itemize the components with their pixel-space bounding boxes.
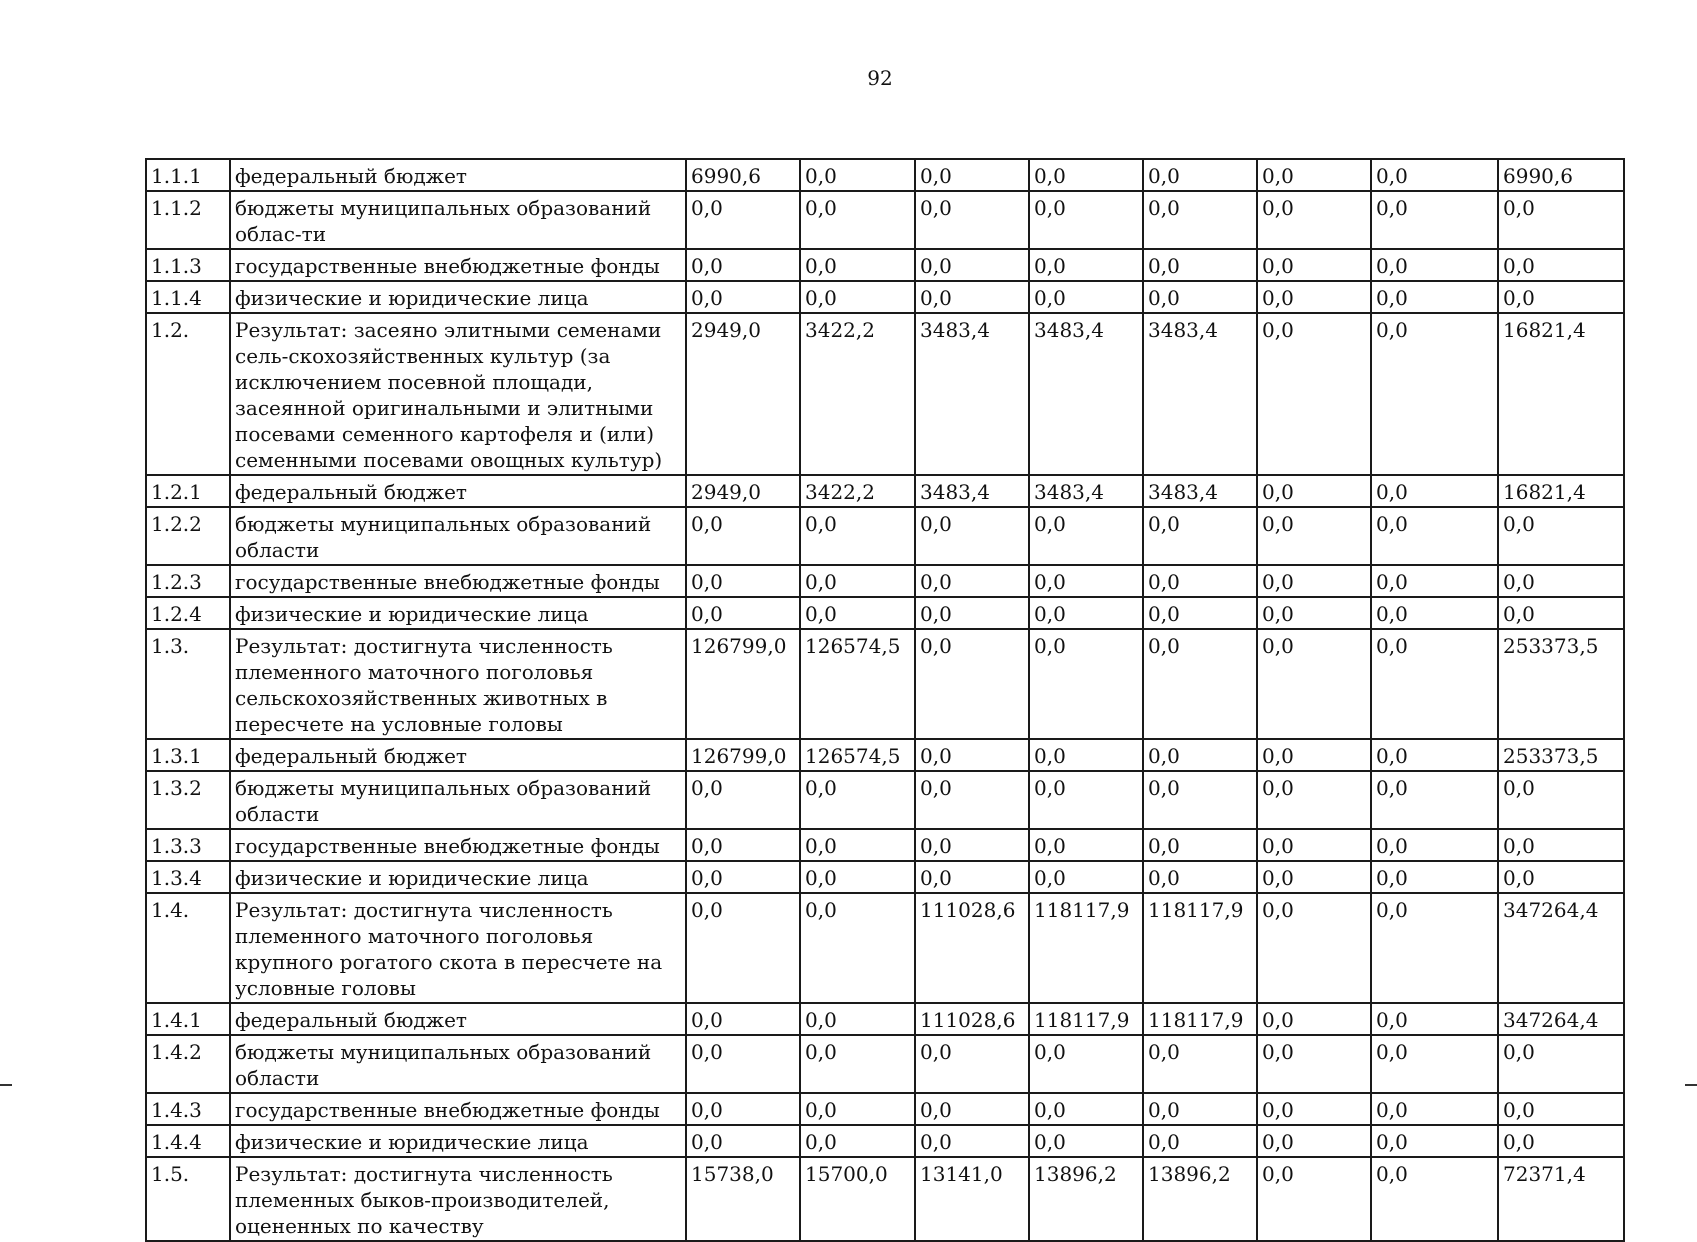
row-value-cell: 0,0: [1257, 629, 1371, 739]
row-value-cell: 0,0: [686, 829, 800, 861]
row-value-cell: 0,0: [1257, 565, 1371, 597]
row-name-cell: федеральный бюджет: [230, 739, 686, 771]
row-value-cell: 0,0: [1143, 1093, 1257, 1125]
table-row: [146, 191, 1624, 249]
row-value-cell: 0,0: [1371, 597, 1498, 629]
row-value-cell: 0,0: [1498, 1035, 1624, 1093]
row-name-cell: Результат: достигнута численность племенных быков-производителей, оцененных по качеству: [230, 1157, 686, 1241]
table-row: [146, 1093, 1624, 1125]
row-value-cell: 0,0: [1143, 281, 1257, 313]
row-value-cell: 0,0: [915, 771, 1029, 829]
row-value-cell: 16821,4: [1498, 475, 1624, 507]
row-value-cell: 0,0: [1371, 1157, 1498, 1241]
row-value-cell: 0,0: [1029, 159, 1143, 191]
row-value-cell: 0,0: [800, 861, 915, 893]
row-value-cell: 0,0: [1371, 1093, 1498, 1125]
row-value-cell: 3422,2: [800, 313, 915, 475]
table-row: [146, 1125, 1624, 1157]
row-name-cell: бюджеты муниципальных образований облас-ти: [230, 191, 686, 249]
page-number: 92: [867, 66, 893, 90]
row-code-cell: 1.4.2: [146, 1035, 230, 1093]
row-value-cell: 0,0: [1257, 1093, 1371, 1125]
row-value-cell: 0,0: [1143, 597, 1257, 629]
row-code-cell: 1.2.4: [146, 597, 230, 629]
row-name-cell: Результат: достигнута численность племенного маточного поголовья крупного рогатого скота в пересчете на условные головы: [230, 893, 686, 1003]
row-value-cell: 0,0: [1143, 507, 1257, 565]
row-value-cell: 0,0: [1257, 829, 1371, 861]
row-value-cell: 0,0: [1371, 1035, 1498, 1093]
row-value-cell: 0,0: [800, 507, 915, 565]
row-value-cell: 0,0: [1257, 861, 1371, 893]
row-name-cell: государственные внебюджетные фонды: [230, 565, 686, 597]
row-value-cell: 0,0: [915, 281, 1029, 313]
row-value-cell: 0,0: [1371, 629, 1498, 739]
row-value-cell: 0,0: [1257, 281, 1371, 313]
table-row: [146, 1157, 1624, 1241]
row-value-cell: 3483,4: [915, 475, 1029, 507]
row-name-cell: федеральный бюджет: [230, 159, 686, 191]
row-value-cell: 0,0: [915, 829, 1029, 861]
row-name-cell: физические и юридические лица: [230, 1125, 686, 1157]
row-value-cell: 0,0: [686, 861, 800, 893]
row-value-cell: 0,0: [1498, 565, 1624, 597]
row-value-cell: 0,0: [915, 597, 1029, 629]
row-value-cell: 0,0: [1371, 565, 1498, 597]
row-value-cell: 0,0: [915, 1125, 1029, 1157]
row-name-cell: государственные внебюджетные фонды: [230, 1093, 686, 1125]
row-name-cell: физические и юридические лица: [230, 597, 686, 629]
row-name-cell: Результат: засеяно элитными семенами сель-скохозяйственных культур (за исключением посевной площади, засеянной оригинальными и элитными посевами семенного картофеля и (или) семенными посевами овощных культур): [230, 313, 686, 475]
row-code-cell: 1.1.4: [146, 281, 230, 313]
row-value-cell: 0,0: [1498, 771, 1624, 829]
row-code-cell: 1.5.: [146, 1157, 230, 1241]
row-value-cell: 0,0: [686, 507, 800, 565]
row-code-cell: 1.1.2: [146, 191, 230, 249]
row-value-cell: 0,0: [1257, 249, 1371, 281]
row-value-cell: 0,0: [1371, 191, 1498, 249]
row-value-cell: 0,0: [1498, 507, 1624, 565]
row-value-cell: 0,0: [800, 597, 915, 629]
row-value-cell: 0,0: [1029, 507, 1143, 565]
row-value-cell: 0,0: [1029, 565, 1143, 597]
row-code-cell: 1.2.: [146, 313, 230, 475]
row-value-cell: 0,0: [686, 1003, 800, 1035]
row-value-cell: 0,0: [1143, 191, 1257, 249]
row-value-cell: 16821,4: [1498, 313, 1624, 475]
row-value-cell: 126799,0: [686, 739, 800, 771]
row-value-cell: 0,0: [1371, 313, 1498, 475]
row-value-cell: 0,0: [686, 1035, 800, 1093]
row-value-cell: 0,0: [1257, 739, 1371, 771]
row-name-cell: государственные внебюджетные фонды: [230, 829, 686, 861]
table-row: [146, 475, 1624, 507]
row-value-cell: 0,0: [1029, 1035, 1143, 1093]
row-value-cell: 0,0: [1257, 893, 1371, 1003]
row-value-cell: 0,0: [1143, 861, 1257, 893]
row-value-cell: 0,0: [1371, 771, 1498, 829]
row-value-cell: 0,0: [1257, 1003, 1371, 1035]
row-value-cell: 2949,0: [686, 313, 800, 475]
row-value-cell: 0,0: [800, 281, 915, 313]
row-value-cell: 0,0: [686, 191, 800, 249]
row-value-cell: 15738,0: [686, 1157, 800, 1241]
row-value-cell: 0,0: [1029, 597, 1143, 629]
table-row: [146, 1003, 1624, 1035]
row-value-cell: 0,0: [1143, 739, 1257, 771]
row-value-cell: 0,0: [1257, 771, 1371, 829]
table-row: [146, 249, 1624, 281]
row-value-cell: 3483,4: [1143, 475, 1257, 507]
row-code-cell: 1.2.2: [146, 507, 230, 565]
table-row: [146, 1035, 1624, 1093]
row-value-cell: 0,0: [800, 249, 915, 281]
row-value-cell: 0,0: [1029, 771, 1143, 829]
row-name-cell: Результат: достигнута численность племенного маточного поголовья сельскохозяйственных животных в пересчете на условные головы: [230, 629, 686, 739]
row-code-cell: 1.1.3: [146, 249, 230, 281]
row-value-cell: 0,0: [1143, 1125, 1257, 1157]
table-row: [146, 159, 1624, 191]
row-value-cell: 111028,6: [915, 1003, 1029, 1035]
row-value-cell: 3483,4: [1029, 313, 1143, 475]
row-name-cell: бюджеты муниципальных образований области: [230, 771, 686, 829]
row-value-cell: 0,0: [1498, 597, 1624, 629]
row-value-cell: 118117,9: [1143, 1003, 1257, 1035]
row-value-cell: 3483,4: [1143, 313, 1257, 475]
row-code-cell: 1.3.2: [146, 771, 230, 829]
row-name-cell: бюджеты муниципальных образований области: [230, 1035, 686, 1093]
row-value-cell: 13141,0: [915, 1157, 1029, 1241]
row-value-cell: 0,0: [1257, 191, 1371, 249]
row-value-cell: 0,0: [800, 829, 915, 861]
row-value-cell: 0,0: [1143, 1035, 1257, 1093]
row-value-cell: 126574,5: [800, 629, 915, 739]
row-value-cell: 0,0: [800, 1093, 915, 1125]
row-value-cell: 0,0: [800, 1003, 915, 1035]
row-name-cell: федеральный бюджет: [230, 1003, 686, 1035]
row-value-cell: 0,0: [915, 861, 1029, 893]
row-value-cell: 126799,0: [686, 629, 800, 739]
row-value-cell: 0,0: [1371, 1003, 1498, 1035]
row-value-cell: 0,0: [1498, 1093, 1624, 1125]
row-value-cell: 0,0: [915, 739, 1029, 771]
row-value-cell: 0,0: [1029, 249, 1143, 281]
row-value-cell: 0,0: [1371, 281, 1498, 313]
table-row: [146, 893, 1624, 1003]
table-row: [146, 739, 1624, 771]
row-code-cell: 1.4.4: [146, 1125, 230, 1157]
row-name-cell: физические и юридические лица: [230, 281, 686, 313]
row-value-cell: 0,0: [1257, 1157, 1371, 1241]
row-value-cell: 0,0: [1371, 739, 1498, 771]
row-value-cell: 0,0: [1029, 629, 1143, 739]
table-row: [146, 629, 1624, 739]
row-value-cell: 13896,2: [1143, 1157, 1257, 1241]
row-code-cell: 1.1.1: [146, 159, 230, 191]
row-value-cell: 0,0: [1257, 475, 1371, 507]
row-value-cell: 2949,0: [686, 475, 800, 507]
row-value-cell: 0,0: [1498, 861, 1624, 893]
row-value-cell: 0,0: [1257, 507, 1371, 565]
row-value-cell: 0,0: [1143, 771, 1257, 829]
row-value-cell: 0,0: [1371, 861, 1498, 893]
table-row: [146, 281, 1624, 313]
row-value-cell: 111028,6: [915, 893, 1029, 1003]
row-value-cell: 6990,6: [1498, 159, 1624, 191]
row-value-cell: 0,0: [1029, 829, 1143, 861]
row-value-cell: 13896,2: [1029, 1157, 1143, 1241]
row-value-cell: 0,0: [1029, 281, 1143, 313]
row-value-cell: 0,0: [1257, 313, 1371, 475]
row-value-cell: 3483,4: [1029, 475, 1143, 507]
row-code-cell: 1.3.: [146, 629, 230, 739]
row-code-cell: 1.4.: [146, 893, 230, 1003]
row-value-cell: 0,0: [915, 1093, 1029, 1125]
row-value-cell: 0,0: [1029, 1125, 1143, 1157]
row-code-cell: 1.3.4: [146, 861, 230, 893]
row-value-cell: 0,0: [1257, 1125, 1371, 1157]
row-value-cell: 0,0: [1371, 1125, 1498, 1157]
row-code-cell: 1.3.3: [146, 829, 230, 861]
row-code-cell: 1.4.1: [146, 1003, 230, 1035]
row-value-cell: 0,0: [1143, 565, 1257, 597]
row-value-cell: 3422,2: [800, 475, 915, 507]
row-value-cell: 118117,9: [1029, 893, 1143, 1003]
row-value-cell: 0,0: [915, 629, 1029, 739]
row-name-cell: федеральный бюджет: [230, 475, 686, 507]
right-edge-mark: [1685, 1084, 1697, 1086]
row-value-cell: 0,0: [800, 893, 915, 1003]
row-value-cell: 0,0: [1371, 829, 1498, 861]
row-value-cell: 0,0: [915, 507, 1029, 565]
row-value-cell: 0,0: [1498, 281, 1624, 313]
row-value-cell: 0,0: [686, 771, 800, 829]
table-body: [146, 159, 1624, 1241]
row-value-cell: 0,0: [1029, 739, 1143, 771]
row-value-cell: 0,0: [800, 771, 915, 829]
row-value-cell: 0,0: [800, 159, 915, 191]
row-value-cell: 0,0: [686, 565, 800, 597]
row-value-cell: 0,0: [915, 565, 1029, 597]
table-row: [146, 861, 1624, 893]
row-code-cell: 1.2.1: [146, 475, 230, 507]
row-value-cell: 0,0: [800, 1125, 915, 1157]
row-value-cell: 0,0: [1498, 829, 1624, 861]
row-value-cell: 0,0: [1143, 159, 1257, 191]
row-value-cell: 0,0: [800, 191, 915, 249]
row-value-cell: 0,0: [1371, 159, 1498, 191]
row-value-cell: 0,0: [915, 249, 1029, 281]
table-row: [146, 771, 1624, 829]
row-value-cell: 15700,0: [800, 1157, 915, 1241]
row-value-cell: 0,0: [686, 597, 800, 629]
row-value-cell: 0,0: [686, 1125, 800, 1157]
row-value-cell: 0,0: [1371, 893, 1498, 1003]
row-value-cell: 6990,6: [686, 159, 800, 191]
row-value-cell: 0,0: [1371, 507, 1498, 565]
row-value-cell: 0,0: [915, 159, 1029, 191]
row-value-cell: 126574,5: [800, 739, 915, 771]
row-value-cell: 347264,4: [1498, 1003, 1624, 1035]
row-value-cell: 0,0: [1498, 1125, 1624, 1157]
row-value-cell: 0,0: [1029, 191, 1143, 249]
row-value-cell: 253373,5: [1498, 739, 1624, 771]
row-value-cell: 0,0: [1143, 629, 1257, 739]
row-value-cell: 347264,4: [1498, 893, 1624, 1003]
table-row: [146, 597, 1624, 629]
table-row: [146, 565, 1624, 597]
row-value-cell: 0,0: [1371, 249, 1498, 281]
row-name-cell: бюджеты муниципальных образований области: [230, 507, 686, 565]
table-row: [146, 829, 1624, 861]
row-code-cell: 1.4.3: [146, 1093, 230, 1125]
table-row: [146, 507, 1624, 565]
row-value-cell: 0,0: [915, 191, 1029, 249]
row-value-cell: 0,0: [686, 1093, 800, 1125]
row-value-cell: 0,0: [1257, 597, 1371, 629]
row-value-cell: 72371,4: [1498, 1157, 1624, 1241]
row-code-cell: 1.3.1: [146, 739, 230, 771]
row-value-cell: 3483,4: [915, 313, 1029, 475]
row-value-cell: 0,0: [1143, 829, 1257, 861]
row-value-cell: 0,0: [1498, 191, 1624, 249]
row-value-cell: 0,0: [1143, 249, 1257, 281]
row-value-cell: 0,0: [1029, 861, 1143, 893]
budget-table: [145, 158, 1625, 1242]
left-edge-mark: [0, 1084, 12, 1086]
row-value-cell: 118117,9: [1029, 1003, 1143, 1035]
row-value-cell: 0,0: [915, 1035, 1029, 1093]
row-value-cell: 0,0: [686, 893, 800, 1003]
row-value-cell: 0,0: [686, 281, 800, 313]
row-value-cell: 0,0: [1029, 1093, 1143, 1125]
row-value-cell: 0,0: [1371, 475, 1498, 507]
row-name-cell: физические и юридические лица: [230, 861, 686, 893]
row-code-cell: 1.2.3: [146, 565, 230, 597]
row-value-cell: 0,0: [1498, 249, 1624, 281]
table-row: [146, 313, 1624, 475]
row-value-cell: 0,0: [800, 565, 915, 597]
row-value-cell: 253373,5: [1498, 629, 1624, 739]
row-name-cell: государственные внебюджетные фонды: [230, 249, 686, 281]
row-value-cell: 118117,9: [1143, 893, 1257, 1003]
row-value-cell: 0,0: [1257, 1035, 1371, 1093]
row-value-cell: 0,0: [800, 1035, 915, 1093]
row-value-cell: 0,0: [1257, 159, 1371, 191]
row-value-cell: 0,0: [686, 249, 800, 281]
